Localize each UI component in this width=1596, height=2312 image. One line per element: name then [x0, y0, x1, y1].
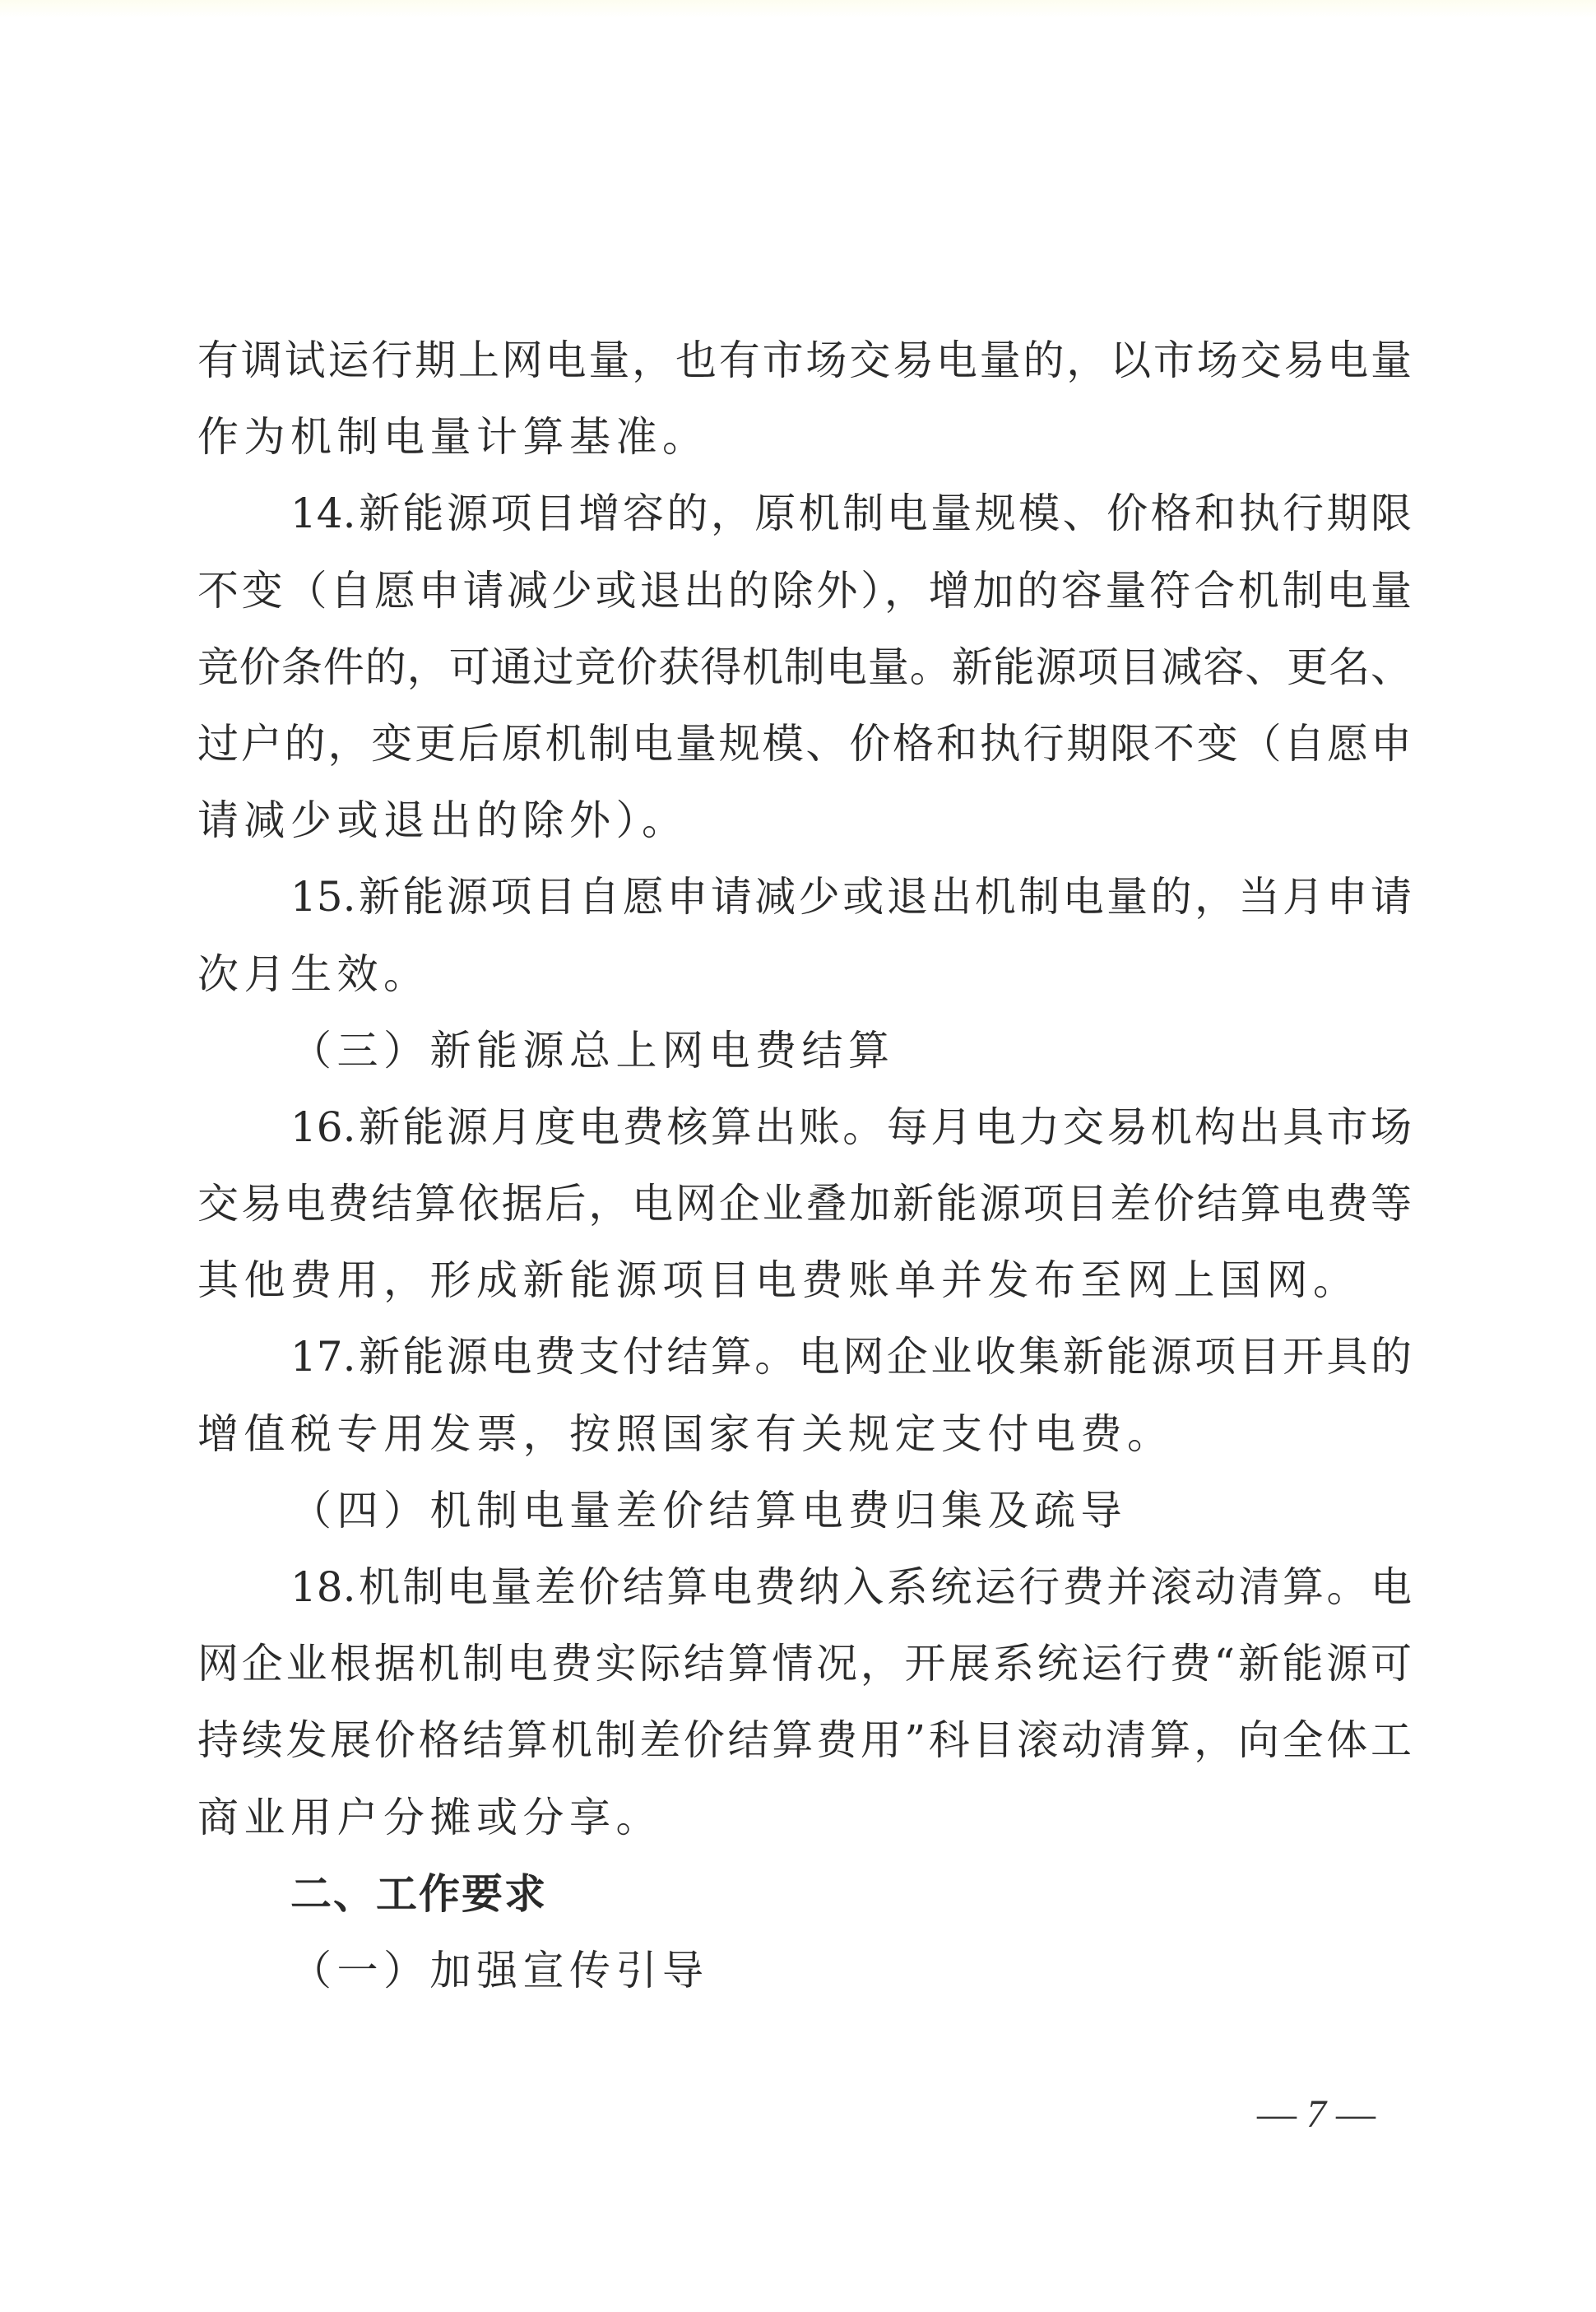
- text-line: 次月生效。: [197, 949, 430, 998]
- text-line: 作为机制电量计算基准。: [197, 413, 709, 462]
- text-line: 交易电费结算依据后，电网企业叠加新能源项目差价结算电费等: [197, 1180, 1412, 1228]
- text-line: 不变（自愿申请减少或退出的除外），增加的容量符合机制电量: [197, 566, 1412, 615]
- text-line: 竞价条件的，可通过竞价获得机制电量。新能源项目减容、更名、: [197, 643, 1412, 691]
- paragraph-17-start: 17.新能源电费支付结算。电网企业收集新能源项目开具的: [290, 1333, 1412, 1381]
- chapter-heading-work-requirements: 二、工作要求: [290, 1869, 547, 1918]
- paragraph-16-start: 16.新能源月度电费核算出账。每月电力交易机构出具市场: [290, 1103, 1412, 1151]
- text-line: 增值税专用发票，按照国家有关规定支付电费。: [197, 1409, 1174, 1458]
- paragraph-14-start: 14.新能源项目增容的，原机制电量规模、价格和执行期限: [290, 490, 1412, 538]
- text-line: 其他费用，形成新能源项目电费账单并发布至网上国网。: [197, 1256, 1360, 1305]
- text-line: 过户的，变更后原机制电量规模、价格和执行期限不变（自愿申: [197, 719, 1412, 768]
- text-line: 请减少或退出的除外）。: [197, 796, 689, 845]
- page-number-value: 7: [1306, 2092, 1326, 2136]
- section-heading-3: （三）新能源总上网电费结算: [290, 1026, 895, 1075]
- page-number-left-dash: —: [1257, 2092, 1297, 2136]
- section-heading-1: （一）加强宣传引导: [290, 1946, 709, 1994]
- paragraph-15-start: 15.新能源项目自愿申请减少或退出机制电量的，当月申请: [290, 873, 1412, 922]
- paragraph-18-start: 18.机制电量差价结算电费纳入系统运行费并滚动清算。电: [290, 1563, 1412, 1611]
- text-line: 商业用户分摊或分享。: [197, 1793, 662, 1841]
- page-number-right-dash: —: [1336, 2092, 1376, 2136]
- scan-edge-tint: [0, 0, 1596, 18]
- text-line: 网企业根据机制电费实际结算情况，开展系统运行费“新能源可: [197, 1640, 1412, 1688]
- section-heading-4: （四）机制电量差价结算电费归集及疏导: [290, 1486, 1127, 1534]
- document-page: [197, 323, 1412, 2009]
- text-line: 有调试运行期上网电量，也有市场交易电量的，以市场交易电量: [197, 337, 1412, 384]
- page-number: [1242, 2090, 1390, 2139]
- text-line: 持续发展价格结算机制差价结算费用”科目滚动清算，向全体工: [197, 1716, 1412, 1765]
